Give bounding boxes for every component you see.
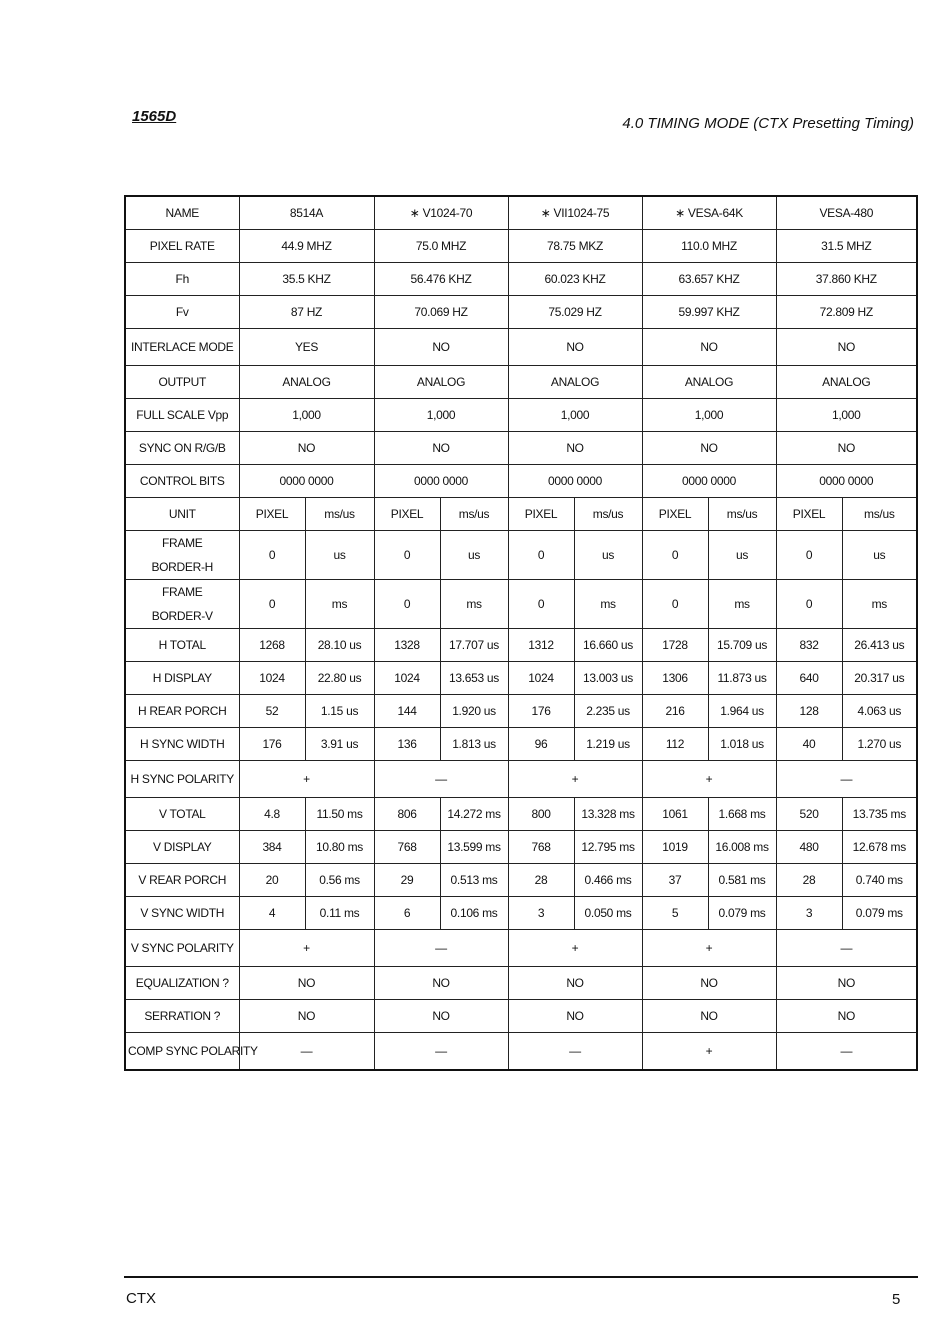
row-comp-sync-polarity <box>125 1033 917 1071</box>
row-fh <box>125 263 917 296</box>
fh-value: 56.476 KHZ <box>374 263 508 296</box>
row-h-sync-polarity <box>125 761 917 798</box>
fv-value: 70.069 HZ <box>374 296 508 329</box>
row-frame-border-v <box>125 580 917 629</box>
name-value: ∗ VII1024-75 <box>508 196 642 230</box>
label-h-display <box>125 662 239 695</box>
row-fv <box>125 296 917 329</box>
h-rear-porch-pixel: 176 <box>508 695 574 728</box>
v-rear-porch-pixel: 29 <box>374 864 440 897</box>
fh-value: 35.5 KHZ <box>239 263 374 296</box>
v-display-pixel: 768 <box>508 831 574 864</box>
v-sync-width-pixel: 3 <box>776 897 842 930</box>
v-total-pixel: 1061 <box>642 798 708 831</box>
label-h-sync-width <box>125 728 239 761</box>
h-total-pixel: 1312 <box>508 629 574 662</box>
footer-rule <box>124 1276 918 1278</box>
row-sync-on <box>125 432 917 465</box>
row-unit <box>125 498 917 531</box>
pixel-rate-value: 44.9 MHZ <box>239 230 374 263</box>
pixel-rate-value: 31.5 MHZ <box>776 230 917 263</box>
equalization-value: NO <box>239 967 374 1000</box>
frame-border-h-time: us <box>440 531 508 580</box>
label-v-sync-polarity <box>125 930 239 967</box>
label-full-scale-text: FULL SCALE Vpp <box>136 408 229 422</box>
control-bits-value: 0000 0000 <box>374 465 508 498</box>
v-rear-porch-pixel: 37 <box>642 864 708 897</box>
h-sync-width-time: 1.813 us <box>440 728 508 761</box>
v-sync-width-pixel: 3 <box>508 897 574 930</box>
label-v-display <box>125 831 239 864</box>
h-total-pixel: 832 <box>776 629 842 662</box>
interlace-mode-value: YES <box>239 329 374 366</box>
unit-pixel-header: PIXEL <box>642 498 708 531</box>
label-v-total <box>125 798 239 831</box>
v-sync-width-pixel: 4 <box>239 897 305 930</box>
label-comp-sync-polarity <box>125 1033 258 1071</box>
control-bits-value: 0000 0000 <box>239 465 374 498</box>
frame-border-h-pixel: 0 <box>642 531 708 580</box>
label-unit <box>125 498 239 531</box>
full-scale-value: 1,000 <box>642 399 776 432</box>
v-sync-width-pixel: 6 <box>374 897 440 930</box>
v-display-time: 12.795 ms <box>574 831 642 864</box>
name-value: 8514A <box>239 196 374 230</box>
v-display-pixel: 480 <box>776 831 842 864</box>
v-display-pixel: 768 <box>374 831 440 864</box>
label-h-total-text: H TOTAL <box>158 638 206 652</box>
row-v-sync-width <box>125 897 917 930</box>
label-fv-text: Fv <box>175 305 189 319</box>
row-v-display <box>125 831 917 864</box>
h-sync-width-pixel: 96 <box>508 728 574 761</box>
section-title: 4.0 TIMING MODE (CTX Presetting Timing) <box>622 115 914 132</box>
v-rear-porch-time: 0.581 ms <box>708 864 776 897</box>
v-sync-width-time: 0.106 ms <box>440 897 508 930</box>
label-h-rear-porch-text: H REAR PORCH <box>138 704 227 718</box>
output-value: ANALOG <box>239 366 374 399</box>
timing-table-body <box>125 196 917 1070</box>
full-scale-value: 1,000 <box>508 399 642 432</box>
v-sync-polarity-value: — <box>776 930 917 967</box>
equalization-value: NO <box>642 967 776 1000</box>
h-display-pixel: 1306 <box>642 662 708 695</box>
label-frame-border-v-text: FRAME <box>161 585 203 599</box>
frame-border-v-pixel: 0 <box>374 580 440 629</box>
h-display-pixel: 1024 <box>239 662 305 695</box>
frame-border-v-pixel: 0 <box>642 580 708 629</box>
v-total-time: 1.668 ms <box>708 798 776 831</box>
row-interlace-mode <box>125 329 917 366</box>
label-v-display-text: V DISPLAY <box>153 840 212 854</box>
label-serration-text: SERRATION ? <box>144 1009 221 1023</box>
frame-border-h-time: us <box>305 531 374 580</box>
v-sync-polarity-value: + <box>642 930 776 967</box>
label-fv <box>125 296 239 329</box>
comp-sync-polarity-value: — <box>239 1033 374 1071</box>
h-display-pixel: 1024 <box>508 662 574 695</box>
v-total-pixel: 800 <box>508 798 574 831</box>
row-h-total <box>125 629 917 662</box>
row-v-sync-polarity <box>125 930 917 967</box>
output-value: ANALOG <box>642 366 776 399</box>
h-rear-porch-pixel: 216 <box>642 695 708 728</box>
sync-on-value: NO <box>239 432 374 465</box>
label-output-text: OUTPUT <box>158 375 207 389</box>
frame-border-v-pixel: 0 <box>776 580 842 629</box>
label-pixel-rate-text: PIXEL RATE <box>149 239 215 253</box>
v-rear-porch-pixel: 20 <box>239 864 305 897</box>
h-rear-porch-pixel: 52 <box>239 695 305 728</box>
label-frame-border-h-text: BORDER-H <box>151 560 214 574</box>
frame-border-v-time: ms <box>574 580 642 629</box>
v-display-time: 13.599 ms <box>440 831 508 864</box>
interlace-mode-value: NO <box>776 329 917 366</box>
full-scale-value: 1,000 <box>374 399 508 432</box>
h-display-pixel: 640 <box>776 662 842 695</box>
v-sync-width-time: 0.050 ms <box>574 897 642 930</box>
full-scale-value: 1,000 <box>776 399 917 432</box>
row-frame-border-h <box>125 531 917 580</box>
serration-value: NO <box>776 1000 917 1033</box>
label-sync-on <box>125 432 239 465</box>
row-h-display <box>125 662 917 695</box>
frame-border-h-time: us <box>842 531 917 580</box>
label-name-text: NAME <box>165 206 199 220</box>
label-sync-on-text: SYNC ON R/G/B <box>138 441 226 455</box>
sync-on-value: NO <box>642 432 776 465</box>
label-frame-border-v <box>125 580 239 629</box>
h-rear-porch-time: 1.920 us <box>440 695 508 728</box>
h-rear-porch-pixel: 128 <box>776 695 842 728</box>
sync-on-value: NO <box>508 432 642 465</box>
output-value: ANALOG <box>508 366 642 399</box>
v-total-pixel: 520 <box>776 798 842 831</box>
row-full-scale <box>125 399 917 432</box>
row-serration <box>125 1000 917 1033</box>
serration-value: NO <box>642 1000 776 1033</box>
h-sync-width-time: 1.270 us <box>842 728 917 761</box>
h-total-time: 26.413 us <box>842 629 917 662</box>
label-frame-border-v-text: BORDER-V <box>151 609 213 623</box>
interlace-mode-value: NO <box>508 329 642 366</box>
pixel-rate-value: 75.0 MHZ <box>374 230 508 263</box>
unit-time-header: ms/us <box>842 498 917 531</box>
v-sync-polarity-value: + <box>508 930 642 967</box>
unit-pixel-header: PIXEL <box>239 498 305 531</box>
unit-time-header: ms/us <box>574 498 642 531</box>
h-rear-porch-time: 1.15 us <box>305 695 374 728</box>
control-bits-value: 0000 0000 <box>642 465 776 498</box>
h-sync-width-pixel: 136 <box>374 728 440 761</box>
h-total-time: 16.660 us <box>574 629 642 662</box>
h-sync-polarity-value: — <box>776 761 917 798</box>
row-equalization <box>125 967 917 1000</box>
label-v-rear-porch <box>125 864 239 897</box>
label-serration <box>125 1000 239 1033</box>
v-display-time: 16.008 ms <box>708 831 776 864</box>
fv-value: 75.029 HZ <box>508 296 642 329</box>
h-sync-width-pixel: 112 <box>642 728 708 761</box>
timing-table <box>124 195 918 1071</box>
label-h-sync-width-text: H SYNC WIDTH <box>140 737 225 751</box>
label-output <box>125 366 239 399</box>
equalization-value: NO <box>776 967 917 1000</box>
frame-border-v-pixel: 0 <box>508 580 574 629</box>
h-sync-polarity-value: + <box>239 761 374 798</box>
v-total-time: 13.328 ms <box>574 798 642 831</box>
h-rear-porch-time: 2.235 us <box>574 695 642 728</box>
frame-border-h-pixel: 0 <box>374 531 440 580</box>
row-v-rear-porch <box>125 864 917 897</box>
full-scale-value: 1,000 <box>239 399 374 432</box>
h-total-time: 15.709 us <box>708 629 776 662</box>
label-v-rear-porch-text: V REAR PORCH <box>138 873 227 887</box>
v-sync-polarity-value: — <box>374 930 508 967</box>
label-control-bits <box>125 465 239 498</box>
pixel-rate-value: 110.0 MHZ <box>642 230 776 263</box>
v-rear-porch-pixel: 28 <box>776 864 842 897</box>
control-bits-value: 0000 0000 <box>776 465 917 498</box>
sync-on-value: NO <box>776 432 917 465</box>
label-h-total <box>125 629 239 662</box>
serration-value: NO <box>374 1000 508 1033</box>
v-sync-width-pixel: 5 <box>642 897 708 930</box>
v-total-time: 14.272 ms <box>440 798 508 831</box>
comp-sync-polarity-value: — <box>374 1033 508 1071</box>
fv-value: 87 HZ <box>239 296 374 329</box>
v-rear-porch-time: 0.56 ms <box>305 864 374 897</box>
equalization-value: NO <box>374 967 508 1000</box>
unit-pixel-header: PIXEL <box>374 498 440 531</box>
label-v-sync-width-text: V SYNC WIDTH <box>140 906 225 920</box>
h-sync-width-time: 3.91 us <box>305 728 374 761</box>
comp-sync-polarity-value: + <box>642 1033 776 1071</box>
unit-time-header: ms/us <box>305 498 374 531</box>
v-rear-porch-time: 0.513 ms <box>440 864 508 897</box>
label-v-sync-width <box>125 897 239 930</box>
sync-on-value: NO <box>374 432 508 465</box>
h-total-pixel: 1728 <box>642 629 708 662</box>
label-fh-text: Fh <box>175 272 189 286</box>
fv-value: 72.809 HZ <box>776 296 917 329</box>
control-bits-value: 0000 0000 <box>508 465 642 498</box>
label-name <box>125 196 239 230</box>
v-sync-width-time: 0.11 ms <box>305 897 374 930</box>
frame-border-h-pixel: 0 <box>776 531 842 580</box>
v-display-time: 12.678 ms <box>842 831 917 864</box>
model-number: 1565D <box>132 108 177 125</box>
interlace-mode-value: NO <box>374 329 508 366</box>
label-frame-border-h-text: FRAME <box>161 536 203 550</box>
h-display-time: 20.317 us <box>842 662 917 695</box>
h-sync-width-pixel: 40 <box>776 728 842 761</box>
frame-border-v-pixel: 0 <box>239 580 305 629</box>
h-rear-porch-time: 1.964 us <box>708 695 776 728</box>
label-full-scale <box>125 399 239 432</box>
h-sync-width-time: 1.219 us <box>574 728 642 761</box>
v-display-pixel: 1019 <box>642 831 708 864</box>
label-interlace-mode-text: INTERLACE MODE <box>131 340 234 354</box>
label-v-sync-polarity-text: V SYNC POLARITY <box>130 941 234 955</box>
h-sync-polarity-value: — <box>374 761 508 798</box>
frame-border-h-pixel: 0 <box>239 531 305 580</box>
label-h-rear-porch <box>125 695 239 728</box>
label-h-display-text: H DISPLAY <box>152 671 212 685</box>
v-sync-polarity-value: + <box>239 930 374 967</box>
h-display-time: 13.653 us <box>440 662 508 695</box>
row-output <box>125 366 917 399</box>
page-number: 5 <box>892 1291 901 1308</box>
fh-value: 37.860 KHZ <box>776 263 917 296</box>
row-pixel-rate <box>125 230 917 263</box>
frame-border-v-time: ms <box>842 580 917 629</box>
frame-border-v-time: ms <box>440 580 508 629</box>
frame-border-h-pixel: 0 <box>508 531 574 580</box>
row-name <box>125 196 917 230</box>
frame-border-v-time: ms <box>708 580 776 629</box>
output-value: ANALOG <box>374 366 508 399</box>
v-rear-porch-time: 0.740 ms <box>842 864 917 897</box>
name-value: ∗ V1024-70 <box>374 196 508 230</box>
label-fh <box>125 263 239 296</box>
v-total-time: 13.735 ms <box>842 798 917 831</box>
label-control-bits-text: CONTROL BITS <box>139 474 225 488</box>
h-total-time: 17.707 us <box>440 629 508 662</box>
v-sync-width-time: 0.079 ms <box>708 897 776 930</box>
serration-value: NO <box>508 1000 642 1033</box>
h-sync-width-pixel: 176 <box>239 728 305 761</box>
h-sync-polarity-value: + <box>642 761 776 798</box>
label-h-sync-polarity-text: H SYNC POLARITY <box>130 772 235 786</box>
label-comp-sync-polarity-text: COMP SYNC POLARITY <box>128 1044 258 1058</box>
row-control-bits <box>125 465 917 498</box>
pixel-rate-value: 78.75 MKZ <box>508 230 642 263</box>
row-v-total <box>125 798 917 831</box>
v-rear-porch-pixel: 28 <box>508 864 574 897</box>
unit-time-header: ms/us <box>440 498 508 531</box>
fh-value: 60.023 KHZ <box>508 263 642 296</box>
label-frame-border-h <box>125 531 239 580</box>
v-total-pixel: 4.8 <box>239 798 305 831</box>
h-rear-porch-pixel: 144 <box>374 695 440 728</box>
comp-sync-polarity-value: — <box>776 1033 917 1071</box>
equalization-value: NO <box>508 967 642 1000</box>
name-value: VESA-480 <box>776 196 917 230</box>
label-pixel-rate <box>125 230 239 263</box>
frame-border-h-time: us <box>574 531 642 580</box>
v-total-pixel: 806 <box>374 798 440 831</box>
frame-border-v-time: ms <box>305 580 374 629</box>
output-value: ANALOG <box>776 366 917 399</box>
h-display-time: 22.80 us <box>305 662 374 695</box>
h-sync-polarity-value: + <box>508 761 642 798</box>
serration-value: NO <box>239 1000 374 1033</box>
v-total-time: 11.50 ms <box>305 798 374 831</box>
unit-time-header: ms/us <box>708 498 776 531</box>
v-rear-porch-time: 0.466 ms <box>574 864 642 897</box>
h-sync-width-time: 1.018 us <box>708 728 776 761</box>
comp-sync-polarity-value: — <box>508 1033 642 1071</box>
unit-pixel-header: PIXEL <box>776 498 842 531</box>
h-rear-porch-time: 4.063 us <box>842 695 917 728</box>
label-h-sync-polarity <box>125 761 239 798</box>
row-h-rear-porch <box>125 695 917 728</box>
h-total-time: 28.10 us <box>305 629 374 662</box>
frame-border-h-time: us <box>708 531 776 580</box>
h-total-pixel: 1328 <box>374 629 440 662</box>
v-display-time: 10.80 ms <box>305 831 374 864</box>
v-display-pixel: 384 <box>239 831 305 864</box>
h-total-pixel: 1268 <box>239 629 305 662</box>
label-equalization-text: EQUALIZATION ? <box>135 976 229 990</box>
h-display-time: 13.003 us <box>574 662 642 695</box>
label-v-total-text: V TOTAL <box>158 807 206 821</box>
name-value: ∗ VESA-64K <box>642 196 776 230</box>
h-display-pixel: 1024 <box>374 662 440 695</box>
h-display-time: 11.873 us <box>708 662 776 695</box>
fh-value: 63.657 KHZ <box>642 263 776 296</box>
interlace-mode-value: NO <box>642 329 776 366</box>
label-equalization <box>125 967 239 1000</box>
fv-value: 59.997 KHZ <box>642 296 776 329</box>
footer-company: CTX <box>126 1290 156 1307</box>
label-unit-text: UNIT <box>168 507 196 521</box>
row-h-sync-width <box>125 728 917 761</box>
v-sync-width-time: 0.079 ms <box>842 897 917 930</box>
unit-pixel-header: PIXEL <box>508 498 574 531</box>
label-interlace-mode <box>125 329 239 366</box>
